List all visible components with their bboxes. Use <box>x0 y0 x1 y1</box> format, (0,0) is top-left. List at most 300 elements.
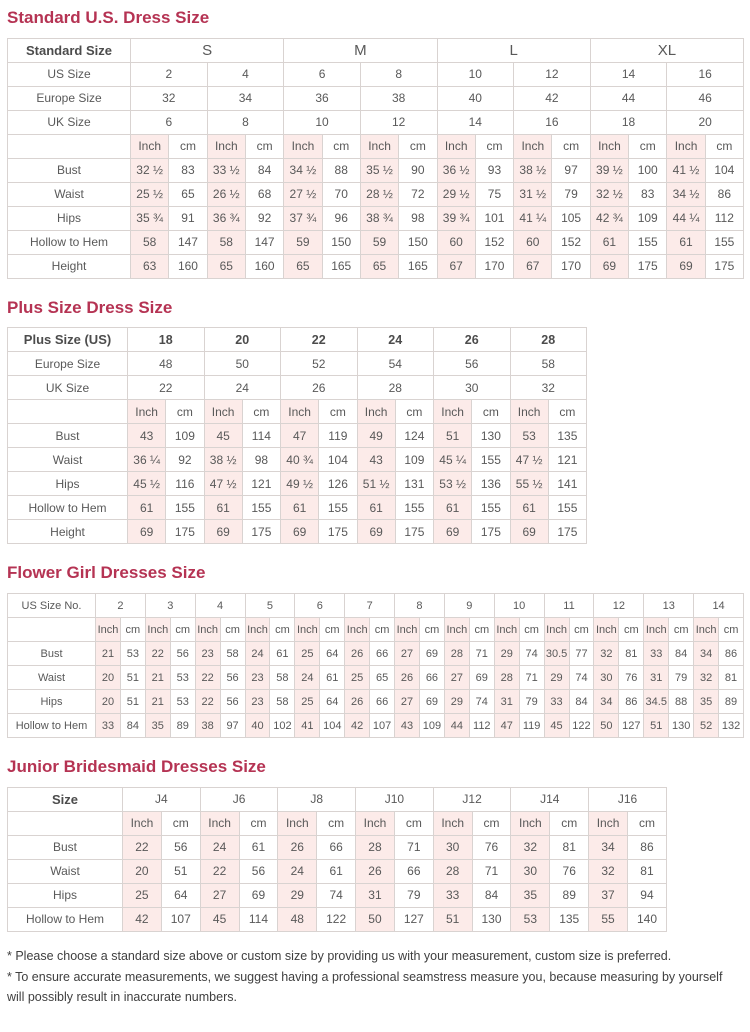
row-label-cell: Height <box>8 254 131 278</box>
unit-header-cell: Inch <box>128 400 166 424</box>
measurement-cell: 51 <box>161 859 200 883</box>
size-group-cell: 16 <box>514 110 591 134</box>
unit-header-cell: cm <box>519 618 544 642</box>
size-group-cell: 44 <box>590 86 667 110</box>
measurement-cell: 135 <box>548 424 586 448</box>
measurement-cell: 104 <box>705 158 743 182</box>
unit-row-empty-cell <box>8 134 131 158</box>
measurement-cell: 75 <box>475 182 513 206</box>
row-label-cell: UK Size <box>8 110 131 134</box>
row-label-cell: Waist <box>8 666 96 690</box>
size-group-cell: 28 <box>357 376 434 400</box>
size-group-cell: 7 <box>345 594 395 618</box>
measurement-cell: 175 <box>242 520 280 544</box>
size-group-cell: 36 <box>284 86 361 110</box>
size-group-cell: 20 <box>667 110 744 134</box>
unit-header-cell: cm <box>469 618 494 642</box>
row-label-cell: Waist <box>8 859 123 883</box>
measurement-cell: 51 <box>644 714 669 738</box>
measurement-cell: 109 <box>166 424 204 448</box>
measurement-cell: 58 <box>207 230 245 254</box>
measurement-cell: 86 <box>619 690 644 714</box>
measurement-cell: 97 <box>220 714 245 738</box>
unit-header-cell: cm <box>394 811 433 835</box>
measurement-cell: 56 <box>239 859 278 883</box>
measurement-cell: 79 <box>519 690 544 714</box>
measurement-cell: 97 <box>552 158 590 182</box>
measurement-cell: 58 <box>270 690 295 714</box>
size-group-cell: 4 <box>207 62 284 86</box>
unit-header-cell: cm <box>619 618 644 642</box>
measurement-cell: 155 <box>629 230 667 254</box>
size-group-cell: 16 <box>667 62 744 86</box>
measurement-cell: 65 <box>370 666 395 690</box>
measurement-cell: 20 <box>123 859 162 883</box>
unit-header-cell: Inch <box>204 400 242 424</box>
measurement-cell: 24 <box>200 835 239 859</box>
measurement-cell: 66 <box>370 690 395 714</box>
measurement-cell: 53 <box>170 666 195 690</box>
measurement-cell: 175 <box>472 520 510 544</box>
size-group-cell: 40 <box>437 86 514 110</box>
measurement-cell: 112 <box>469 714 494 738</box>
measurement-cell: 114 <box>239 907 278 931</box>
measurement-cell: 92 <box>166 448 204 472</box>
measurement-cell: 72 <box>399 182 437 206</box>
measurement-cell: 64 <box>161 883 200 907</box>
table-row <box>8 472 587 496</box>
row-label-cell: Bust <box>8 835 123 859</box>
measurement-cell: 60 <box>437 230 475 254</box>
section-title: Flower Girl Dresses Size <box>7 563 206 583</box>
measurement-cell: 47 ½ <box>510 448 548 472</box>
row-label-cell: Hips <box>8 472 128 496</box>
unit-header-cell: Inch <box>510 400 548 424</box>
unit-header-cell: Inch <box>360 134 398 158</box>
measurement-cell: 24 <box>245 642 270 666</box>
measurement-cell: 33 <box>544 690 569 714</box>
measurement-cell: 27 <box>395 642 420 666</box>
unit-header-cell: cm <box>270 618 295 642</box>
measurement-cell: 32 <box>511 835 550 859</box>
measurement-cell: 65 <box>207 254 245 278</box>
measurement-cell: 59 <box>360 230 398 254</box>
measurement-cell: 33 <box>96 714 121 738</box>
measurement-cell: 69 <box>419 642 444 666</box>
measurement-cell: 32 <box>694 666 719 690</box>
unit-header-cell: Inch <box>200 811 239 835</box>
measurement-cell: 39 ½ <box>590 158 628 182</box>
measurement-cell: 66 <box>394 859 433 883</box>
measurement-cell: 27 <box>200 883 239 907</box>
measurement-cell: 61 <box>434 496 472 520</box>
measurement-cell: 93 <box>475 158 513 182</box>
unit-row-empty-cell <box>8 400 128 424</box>
measurement-cell: 25 ½ <box>131 182 169 206</box>
measurement-cell: 21 <box>96 642 121 666</box>
measurement-cell: 51 <box>120 666 145 690</box>
measurement-cell: 35 <box>511 883 550 907</box>
unit-header-cell: cm <box>629 134 667 158</box>
table-row <box>8 424 587 448</box>
size-group-cell: 8 <box>395 594 445 618</box>
measurement-cell: 107 <box>161 907 200 931</box>
measurement-cell: 65 <box>360 254 398 278</box>
measurement-cell: 38 <box>195 714 220 738</box>
measurement-cell: 71 <box>394 835 433 859</box>
measurement-cell: 84 <box>472 883 511 907</box>
measurement-cell: 74 <box>569 666 594 690</box>
measurement-cell: 83 <box>169 158 207 182</box>
measurement-cell: 37 ¾ <box>284 206 322 230</box>
measurement-cell: 55 <box>589 907 628 931</box>
unit-header-cell: cm <box>475 134 513 158</box>
measurement-cell: 25 <box>295 690 320 714</box>
measurement-cell: 119 <box>519 714 544 738</box>
size-group-cell: 6 <box>295 594 345 618</box>
size-group-cell: L <box>437 38 590 62</box>
unit-header-cell: Inch <box>345 618 370 642</box>
measurement-cell: 175 <box>166 520 204 544</box>
row-label-cell: UK Size <box>8 376 128 400</box>
unit-header-cell: cm <box>719 618 744 642</box>
unit-header-cell: cm <box>669 618 694 642</box>
unit-header-cell: Inch <box>278 811 317 835</box>
measurement-cell: 49 ½ <box>281 472 319 496</box>
measurement-cell: 51 <box>433 907 472 931</box>
size-group-cell: 48 <box>128 352 205 376</box>
unit-header-cell: cm <box>170 618 195 642</box>
unit-header-cell: Inch <box>195 618 220 642</box>
measurement-cell: 53 <box>120 642 145 666</box>
measurement-cell: 36 ¼ <box>128 448 166 472</box>
measurement-cell: 51 <box>434 424 472 448</box>
measurement-cell: 74 <box>317 883 356 907</box>
unit-header-cell: Inch <box>131 134 169 158</box>
standard-size-table-slot <box>7 38 743 279</box>
measurement-cell: 38 ½ <box>514 158 552 182</box>
unit-header-cell: Inch <box>284 134 322 158</box>
size-group-cell: XL <box>590 38 743 62</box>
measurement-cell: 119 <box>319 424 357 448</box>
unit-header-cell: cm <box>419 618 444 642</box>
unit-header-cell: cm <box>169 134 207 158</box>
unit-header-cell: Inch <box>694 618 719 642</box>
measurement-cell: 81 <box>619 642 644 666</box>
row-label-cell: Bust <box>8 642 96 666</box>
size-group-cell: J8 <box>278 787 356 811</box>
measurement-cell: 32 <box>589 859 628 883</box>
measurement-cell: 132 <box>719 714 744 738</box>
size-group-cell: 14 <box>437 110 514 134</box>
row-label-cell: Waist <box>8 182 131 206</box>
measurement-cell: 126 <box>319 472 357 496</box>
table-row <box>8 182 744 206</box>
size-group-cell: 18 <box>128 328 205 352</box>
measurement-cell: 65 <box>284 254 322 278</box>
measurement-cell: 84 <box>569 690 594 714</box>
junior-bridesmaid-table-slot <box>7 787 743 932</box>
unit-header-cell: cm <box>550 811 589 835</box>
measurement-cell: 86 <box>627 835 666 859</box>
row-label-cell: Hips <box>8 883 123 907</box>
measurement-cell: 53 ½ <box>434 472 472 496</box>
measurement-cell: 42 <box>345 714 370 738</box>
measurement-cell: 34.5 <box>644 690 669 714</box>
unit-header-cell: cm <box>569 618 594 642</box>
row-label-cell: Standard Size <box>8 38 131 62</box>
measurement-cell: 27 <box>444 666 469 690</box>
measurement-cell: 40 <box>245 714 270 738</box>
measurement-cell: 32 ½ <box>590 182 628 206</box>
measurement-cell: 130 <box>472 424 510 448</box>
measurement-cell: 89 <box>170 714 195 738</box>
footnote-accurate-measurements: * To ensure accurate measurements, we suggest having a professional seamstress measure you, because measuring by yourself will possibly result in inaccurate numbers. <box>7 970 723 1004</box>
size-group-cell: J12 <box>433 787 511 811</box>
measurement-cell: 41 ¼ <box>514 206 552 230</box>
measurement-cell: 39 ¾ <box>437 206 475 230</box>
measurement-cell: 31 ½ <box>514 182 552 206</box>
measurement-cell: 28 <box>433 859 472 883</box>
measurement-cell: 28 <box>444 642 469 666</box>
measurement-cell: 56 <box>161 835 200 859</box>
measurement-cell: 104 <box>319 448 357 472</box>
measurement-cell: 29 <box>494 642 519 666</box>
measurement-cell: 23 <box>245 666 270 690</box>
measurement-cell: 61 <box>281 496 319 520</box>
measurement-cell: 147 <box>245 230 283 254</box>
measurement-cell: 61 <box>317 859 356 883</box>
measurement-cell: 58 <box>220 642 245 666</box>
table-row <box>8 520 587 544</box>
row-label-cell: Europe Size <box>8 86 131 110</box>
measurement-cell: 49 <box>357 424 395 448</box>
measurement-cell: 135 <box>550 907 589 931</box>
measurement-cell: 61 <box>128 496 166 520</box>
measurement-cell: 69 <box>239 883 278 907</box>
measurement-cell: 26 <box>345 690 370 714</box>
measurement-cell: 155 <box>395 496 433 520</box>
row-label-cell: Hips <box>8 206 131 230</box>
measurement-cell: 69 <box>204 520 242 544</box>
measurement-cell: 29 <box>544 666 569 690</box>
measurement-cell: 150 <box>399 230 437 254</box>
measurement-cell: 152 <box>475 230 513 254</box>
measurement-cell: 47 ½ <box>204 472 242 496</box>
measurement-cell: 69 <box>434 520 472 544</box>
measurement-cell: 35 <box>694 690 719 714</box>
table-row <box>8 714 744 738</box>
measurement-cell: 51 <box>120 690 145 714</box>
measurement-cell: 55 ½ <box>510 472 548 496</box>
measurement-cell: 61 <box>357 496 395 520</box>
measurement-cell: 130 <box>472 907 511 931</box>
measurement-cell: 105 <box>552 206 590 230</box>
row-label-cell: Bust <box>8 158 131 182</box>
measurement-cell: 34 <box>589 835 628 859</box>
measurement-cell: 35 ¾ <box>131 206 169 230</box>
row-label-cell: Bust <box>8 424 128 448</box>
measurement-cell: 67 <box>437 254 475 278</box>
measurement-cell: 152 <box>552 230 590 254</box>
measurement-cell: 33 ½ <box>207 158 245 182</box>
measurement-cell: 21 <box>145 666 170 690</box>
measurement-cell: 26 ½ <box>207 182 245 206</box>
measurement-cell: 89 <box>550 883 589 907</box>
measurement-cell: 175 <box>629 254 667 278</box>
unit-header-cell: Inch <box>245 618 270 642</box>
size-group-cell: J16 <box>589 787 667 811</box>
unit-row-empty-cell <box>8 618 96 642</box>
row-label-cell: US Size No. <box>8 594 96 618</box>
section-title: Standard U.S. Dress Size <box>7 8 210 27</box>
table-row <box>8 642 744 666</box>
measurement-cell: 61 <box>667 230 705 254</box>
measurement-cell: 26 <box>278 835 317 859</box>
measurement-cell: 47 <box>281 424 319 448</box>
measurement-cell: 175 <box>705 254 743 278</box>
measurement-cell: 84 <box>120 714 145 738</box>
unit-header-cell: Inch <box>590 134 628 158</box>
size-group-cell: 10 <box>437 62 514 86</box>
table-row <box>8 230 744 254</box>
measurement-cell: 89 <box>719 690 744 714</box>
size-group-cell: 6 <box>284 62 361 86</box>
measurement-cell: 41 <box>295 714 320 738</box>
unit-header-cell: cm <box>220 618 245 642</box>
measurement-cell: 155 <box>472 448 510 472</box>
measurement-cell: 58 <box>131 230 169 254</box>
unit-header-cell: Inch <box>433 811 472 835</box>
measurement-cell: 31 <box>494 690 519 714</box>
measurement-cell: 53 <box>170 690 195 714</box>
size-group-cell: 12 <box>514 62 591 86</box>
measurement-cell: 150 <box>322 230 360 254</box>
unit-header-cell: cm <box>319 400 357 424</box>
measurement-cell: 22 <box>123 835 162 859</box>
measurement-cell: 23 <box>195 642 220 666</box>
measurement-cell: 165 <box>322 254 360 278</box>
measurement-cell: 36 ½ <box>437 158 475 182</box>
measurement-cell: 26 <box>345 642 370 666</box>
measurement-cell: 127 <box>394 907 433 931</box>
measurement-cell: 92 <box>245 206 283 230</box>
measurement-cell: 69 <box>281 520 319 544</box>
measurement-cell: 81 <box>550 835 589 859</box>
measurement-cell: 69 <box>357 520 395 544</box>
measurement-cell: 59 <box>284 230 322 254</box>
size-group-cell: 38 <box>360 86 437 110</box>
row-label-cell: US Size <box>8 62 131 86</box>
measurement-cell: 35 ½ <box>360 158 398 182</box>
size-group-cell: 46 <box>667 86 744 110</box>
table-row <box>8 496 587 520</box>
measurement-cell: 155 <box>472 496 510 520</box>
unit-header-cell: cm <box>161 811 200 835</box>
unit-header-cell: Inch <box>357 400 395 424</box>
unit-row-empty-cell <box>8 811 123 835</box>
size-group-cell: 11 <box>544 594 594 618</box>
size-table <box>7 38 744 279</box>
unit-header-cell: cm <box>627 811 666 835</box>
measurement-cell: 170 <box>475 254 513 278</box>
size-group-cell: 52 <box>281 352 358 376</box>
measurement-cell: 24 <box>278 859 317 883</box>
table-row <box>8 158 744 182</box>
measurement-cell: 25 <box>345 666 370 690</box>
measurement-cell: 32 ½ <box>131 158 169 182</box>
measurement-cell: 122 <box>569 714 594 738</box>
section-standard-us-dress-size <box>7 9 743 279</box>
measurement-cell: 35 <box>145 714 170 738</box>
size-group-cell: 26 <box>434 328 511 352</box>
measurement-cell: 61 <box>320 666 345 690</box>
row-label-cell: Waist <box>8 448 128 472</box>
unit-header-cell: cm <box>548 400 586 424</box>
unit-header-cell: Inch <box>395 618 420 642</box>
table-row <box>8 907 667 931</box>
unit-header-cell: Inch <box>589 811 628 835</box>
measurement-cell: 45 <box>544 714 569 738</box>
measurement-cell: 79 <box>669 666 694 690</box>
measurement-cell: 56 <box>220 666 245 690</box>
unit-header-cell: cm <box>242 400 280 424</box>
measurement-cell: 30 <box>594 666 619 690</box>
measurement-cell: 61 <box>239 835 278 859</box>
flower-girl-table-slot <box>7 593 743 738</box>
measurement-cell: 141 <box>548 472 586 496</box>
measurement-cell: 28 ½ <box>360 182 398 206</box>
measurement-cell: 175 <box>319 520 357 544</box>
measurement-cell: 60 <box>514 230 552 254</box>
measurement-cell: 44 <box>444 714 469 738</box>
size-group-cell: J10 <box>356 787 434 811</box>
unit-header-cell: Inch <box>123 811 162 835</box>
measurement-cell: 64 <box>320 690 345 714</box>
table-row <box>8 859 667 883</box>
measurement-cell: 71 <box>469 642 494 666</box>
unit-header-cell: Inch <box>207 134 245 158</box>
measurement-cell: 31 <box>356 883 395 907</box>
unit-header-cell: Inch <box>437 134 475 158</box>
measurement-cell: 147 <box>169 230 207 254</box>
measurement-cell: 116 <box>166 472 204 496</box>
row-label-cell: Hollow to Hem <box>8 496 128 520</box>
measurement-cell: 98 <box>242 448 280 472</box>
measurement-cell: 22 <box>195 690 220 714</box>
measurement-cell: 88 <box>669 690 694 714</box>
measurement-cell: 31 <box>644 666 669 690</box>
measurement-cell: 101 <box>475 206 513 230</box>
unit-header-cell: cm <box>472 400 510 424</box>
unit-header-cell: cm <box>120 618 145 642</box>
measurement-cell: 104 <box>320 714 345 738</box>
measurement-cell: 175 <box>395 520 433 544</box>
measurement-cell: 69 <box>667 254 705 278</box>
measurement-cell: 51 ½ <box>357 472 395 496</box>
measurement-cell: 43 <box>128 424 166 448</box>
measurement-cell: 34 ½ <box>284 158 322 182</box>
measurement-cell: 98 <box>399 206 437 230</box>
size-group-cell: M <box>284 38 437 62</box>
size-group-cell: 5 <box>245 594 295 618</box>
measurement-cell: 155 <box>242 496 280 520</box>
unit-header-cell: cm <box>320 618 345 642</box>
measurement-cell: 69 <box>128 520 166 544</box>
size-group-cell: 8 <box>360 62 437 86</box>
measurement-cell: 61 <box>270 642 295 666</box>
size-group-cell: 32 <box>510 376 587 400</box>
